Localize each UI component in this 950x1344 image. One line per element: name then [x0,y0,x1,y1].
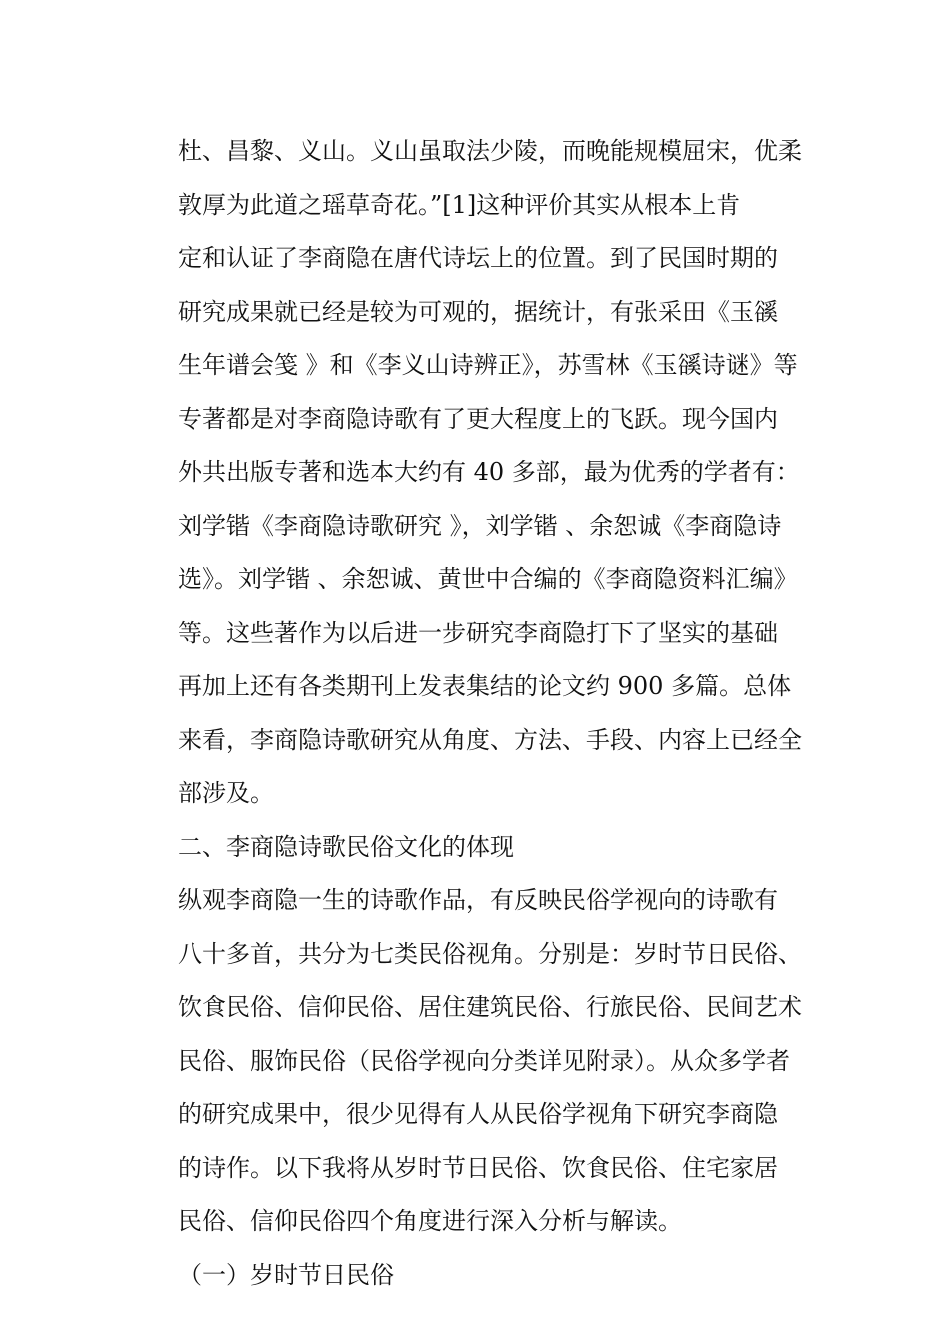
text-line: 刘学锴《李商隐诗歌研究 》，刘学锴 、余恕诚《李商隐诗 [178,511,782,540]
subsection-heading: （一）岁时节日民俗 [178,1260,394,1289]
text-line: 定和认证了李商隐在唐代诗坛上的位置。到了民国时期的 [178,244,778,272]
text-line: 来看，李商隐诗歌研究从角度、方法、手段、内容上已经全 [178,725,802,754]
text-line: 饮食民俗、信仰民俗、居住建筑民俗、行旅民俗、民间艺术 [178,993,802,1021]
text-line: 等。这些著作为以后进一步研究李商隐打下了坚实的基础 [178,618,778,647]
text-line: 部涉及。 [178,779,274,807]
text-line: 纵观李商隐一生的诗歌作品，有反映民俗学视向的诗歌有 [178,886,778,914]
text-line: 杜、昌黎、义山。义山虽取法少陵，而晚能规模屈宋，优柔 [178,137,802,165]
text-line: 的诗作。以下我将从岁时节日民俗、饮食民俗、住宅家居 [178,1153,778,1182]
text-line: 再加上还有各类期刊上发表集结的论文约 900 多篇。总体 [178,672,792,700]
text-line: 的研究成果中，很少见得有人从民俗学视角下研究李商隐 [178,1100,778,1128]
text-line: 选》。刘学锴 、余恕诚、黄世中合编的《李商隐资料汇编》 [178,565,798,593]
text-line: 民俗、信仰民俗四个角度进行深入分析与解读。 [178,1207,682,1235]
section-heading: 二、李商隐诗歌民俗文化的体现 [178,832,514,861]
text-line: 八十多首，共分为七类民俗视角。分别是：岁时节日民俗、 [178,939,802,968]
text-line: 敦厚为此道之瑶草奇花。”[1]这种评价其实从根本上肯 [178,190,741,219]
text-line: 生年谱会笺 》和《李义山诗辨正》，苏雪林《玉豀诗谜》等 [178,351,798,379]
text-line: 专著都是对李商隐诗歌有了更大程度上的飞跃。现今国内 [178,404,778,433]
document-body [178,125,818,1302]
text-line: 外共出版专著和选本大约有 40 多部，最为优秀的学者有： [178,458,800,486]
text-line: 民俗、服饰民俗（民俗学视向分类详见附录）。从众多学者 [178,1046,790,1075]
text-line: 研究成果就已经是较为可观的，据统计，有张采田《玉豀 [178,297,778,326]
